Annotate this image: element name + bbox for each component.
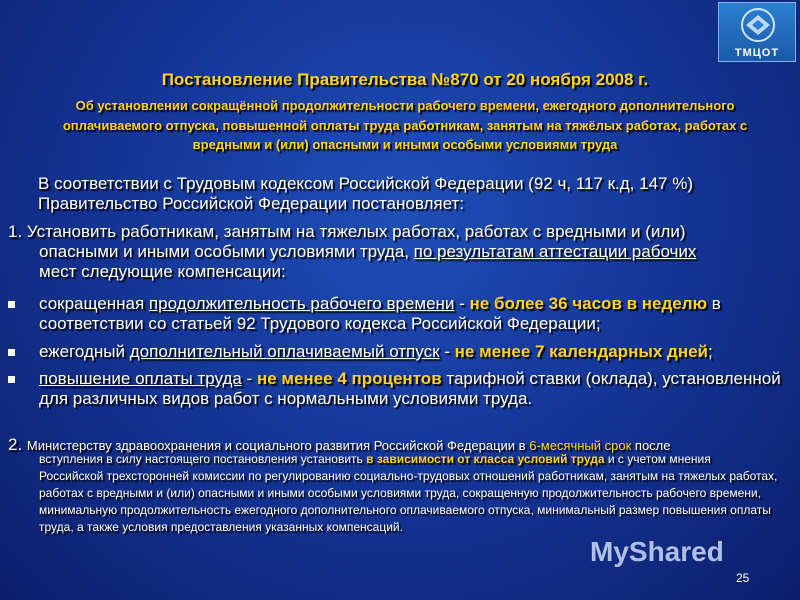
- bullet-sep: -: [241, 369, 257, 388]
- point-2-text-b: вступления в силу настоящего постановления установить: [39, 452, 367, 466]
- point-1-cont2: мест следующие компенсации:: [39, 262, 286, 281]
- point-2-number: 2.: [8, 435, 27, 454]
- bullet-text: ежегодный: [39, 342, 130, 361]
- logo-text: ТМЦОТ: [734, 47, 780, 59]
- point-1-cont1-text: опасными и иными особыми условиями труда,: [39, 242, 414, 261]
- bullet-rest: тарифной ставки (оклада), установленной для различных видов работ с нормальными условиями труда.: [39, 369, 781, 408]
- bullet-underline: продолжительность рабочего времени: [148, 294, 455, 313]
- bullet-highlight: не менее 7 календарных дней: [454, 342, 708, 361]
- bullet-text: сокращенная: [39, 294, 149, 313]
- bullet-rest: ;: [708, 342, 713, 361]
- point-1-cont1-underline: по результатам аттестации рабочих: [413, 242, 697, 261]
- list-item: [8, 369, 788, 409]
- logo-emblem-icon: [719, 3, 797, 47]
- watermark: MyShared: [590, 536, 724, 567]
- bullet-square-icon: [8, 349, 15, 356]
- point-2-highlight-1: 6-месячный срок: [529, 438, 632, 453]
- bullet-square-icon: [8, 376, 15, 383]
- point-2-text-a: Министерству здравоохранения и социального развития Российской Федерации в: [26, 438, 530, 453]
- bullet-rest: в соответствии со статьей 92 Трудового кодекса Российской Федерации;: [39, 294, 721, 333]
- point-2: [8, 436, 778, 536]
- point-2-text-b-lead: после: [631, 438, 671, 453]
- point-2-text-c: и с учетом мнения Российской трехсторонней комиссии по регулированию социально-трудовых отношений работникам, занятым на тяжелых работах, работах с вредными и (или) опасными и иными особыми условиями труда, сокращенную продолжительность рабочего времени, минимальную продолжительность ежегодного дополнительного оплачиваемого отпуска, минимальный размер повышения оплаты труда, а также условия предоставления указанных компенсаций.: [39, 452, 778, 534]
- point-1-lead: 1. Установить работникам, занятым на тяжелых работах, работах с вредными и (или): [8, 222, 686, 241]
- point-1-cont1: [8, 242, 788, 262]
- list-item: [8, 294, 788, 334]
- point-1: [8, 222, 788, 282]
- intro-paragraph: В соответствии с Трудовым кодексом Российской Федерации (92 ч, 117 к.д, 147 %) Правительство Российской Федерации постановляет:: [38, 174, 693, 213]
- point-2-cont: [8, 451, 778, 536]
- bullet-sep: -: [454, 294, 470, 313]
- logo: [718, 2, 796, 62]
- bullet-underline: повышение оплаты труда: [39, 369, 242, 388]
- bullet-highlight: не менее 4 процентов: [256, 369, 442, 388]
- bullet-sep: -: [439, 342, 455, 361]
- point-2-highlight-2: в зависимости от класса условий труда: [366, 452, 605, 466]
- bullet-underline: дополнительный оплачиваемый отпуск: [129, 342, 440, 361]
- list-item: [8, 342, 788, 362]
- page-subtitle: Об установлении сокращённой продолжительности рабочего времени, ежегодного дополнительного оплачиваемого отпуска, повышенной оплаты труда работникам, занятым на тяжёлых работах, работах с вредными и (или) опасными и иными особыми условиями труда: [62, 98, 748, 152]
- page-title: Постановление Правительства №870 от 20 ноября 2008 г.: [161, 70, 649, 89]
- page-number: 25: [736, 571, 750, 585]
- bullet-highlight: не более 36 часов в неделю: [469, 294, 708, 313]
- bullet-square-icon: [8, 301, 15, 308]
